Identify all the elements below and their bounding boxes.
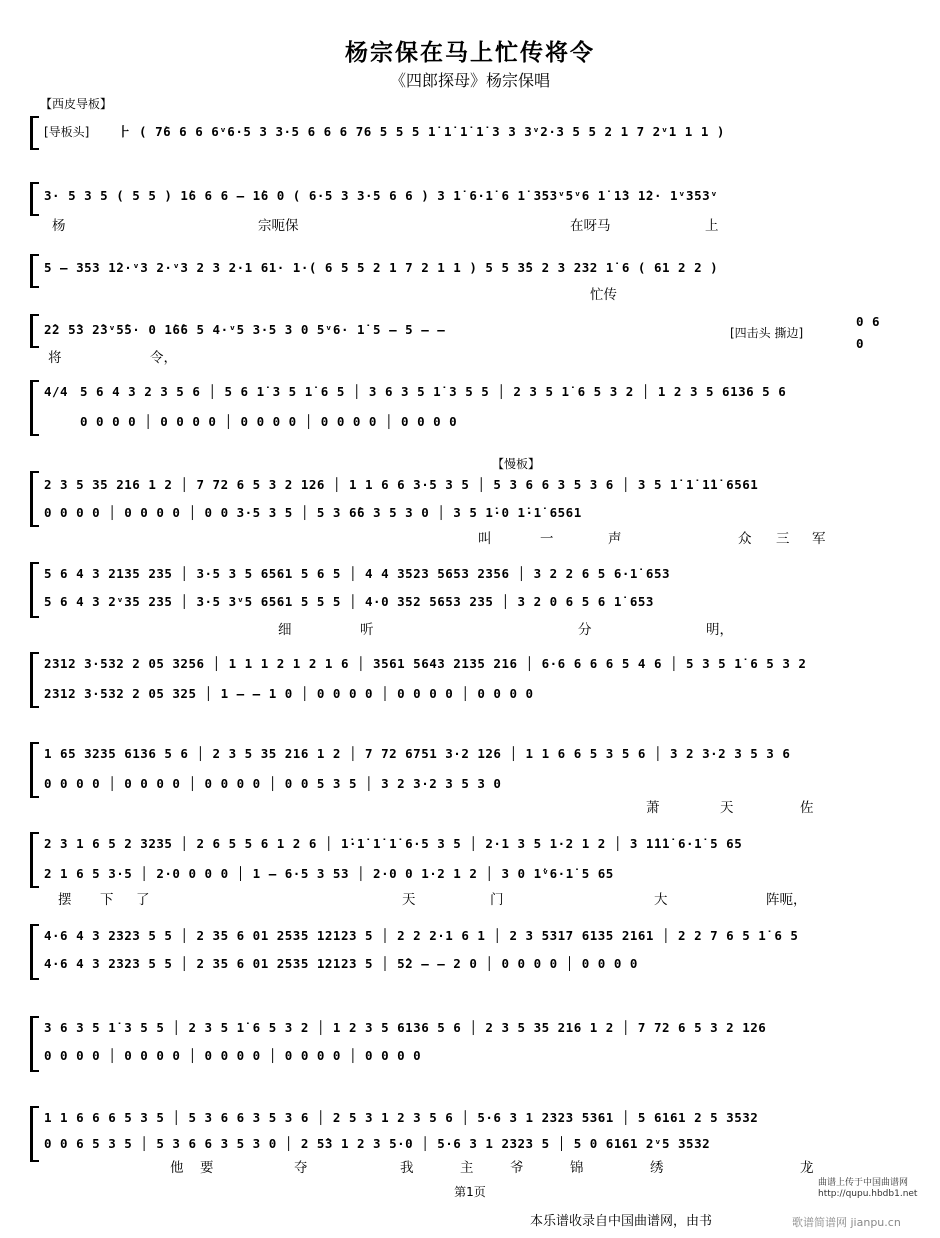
lyric: 杨 (52, 218, 66, 234)
system-brace (30, 742, 39, 798)
lyric: 军 (812, 531, 826, 547)
lyric: 听 (360, 622, 374, 638)
system-brace (30, 182, 39, 216)
lyric: 要 (200, 1160, 214, 1176)
lyric: 摆 (58, 892, 72, 908)
score-row-12 (30, 1014, 900, 1074)
system-brace (30, 314, 39, 348)
lyric: 三 (776, 531, 790, 547)
footer-text: 本乐谱收录自中国曲谱网，由书 (530, 1214, 713, 1229)
lyric: 佐 (800, 800, 814, 816)
lower-staff: 0 0 6 5 3 5 │ 5 3 6 6 3 5 3 0 │ 2 5̂3 1 2 3 5·0 │ 5·6 3 1 2323 5 │ 5 0 6161 2ᵛ5 3532 (44, 1136, 711, 1151)
upper-staff: ⺊ ( 7̇6 6 6 6ᵛ6·5 3 3·5 6 6 6 76 5 5 5 1̇ 1̇ 1̇ 1̇ 3 3 3ᵛ2·3 5 5 2 1 7 2ᵛ1 1 1 ) (118, 124, 725, 139)
upper-staff: 1 1 6 6 6 5 3 5 │ 5 3 6 6 3 5 3 6 │ 2 5 3 1 2 3 5 6 │ 5·6 3 1 2323 5361 │ 5 6161 2 5 3532 (44, 1110, 759, 1125)
page-subtitle: 《四郎探母》杨宗保唱 (389, 71, 550, 90)
lower-staff: 0 0 0 0 │ 0 0 0 0 │ 0 0 0 0 │ 0 0 0 0 │ 0 0 0 0 (44, 1048, 422, 1063)
score-row-8 (30, 650, 900, 710)
lower-staff: 0 0 0 0 │ 0 0 0 0 │ 0 0 3·5 3 5 │ 5 3 6̂6 3 5 3 0 │ 3 5 1̇·0 1̇·1̇ 6561 (44, 505, 582, 520)
time-signature: 4/4 (44, 384, 69, 399)
system-brace (30, 1106, 39, 1162)
system-brace (30, 380, 39, 436)
lyric: 令， (150, 350, 177, 366)
upper-staff: 5 6 4 3 2135 235 │ 3·5 3 5 6561 5 6 5 │ 4 4 3523 5653 2356 │ 3 2 2 6 5 6·1̇ 653 (44, 566, 670, 581)
lyric: 大 (654, 892, 668, 908)
upper-staff: 2̂2 5̂3 2̂3ᵛ5̂5· 0 1̇6̂6 5 4·ᵛ5 3·5 3 0 5ᵛ6· 1̇ 5 — 5 — — (44, 322, 446, 337)
system-brace (30, 832, 39, 888)
lower-staff: 5 6 4 3 2ᵛ35 235 │ 3·5 3ᵛ5 6561 5 5 5 │ 4·0 352 5653 235 │ 3 2 0 6 5 6 1̇ 653 (44, 594, 654, 609)
system-brace (30, 562, 39, 618)
lyric: 绣 (650, 1160, 664, 1176)
lower-staff: 0 0 0 0 │ 0 0 0 0 │ 0 0 0 0 │ 0 0 0 0 │ 0 0 0 0 (80, 414, 458, 429)
lyric: 主 (460, 1160, 474, 1176)
lyric: 天 (402, 892, 416, 908)
upper-staff: 2312 3·532 2 05 3256 │ 1 1 1 2 1 2 1 6 │ 3561 5643 2135 216 │ 6·6 6 6 6 5 4 6 │ 5 3 5 1̇ 6 5 3 2 (44, 656, 807, 671)
score-row-2 (30, 178, 900, 233)
lyric: 声 (608, 531, 622, 547)
watermark-site: 歌谱简谱网 jianpu.cn (792, 1216, 901, 1229)
lyric: 忙传 (590, 287, 617, 303)
page-title: 杨宗保在马上忙传将令 (345, 39, 595, 66)
lyric: 细 (278, 622, 292, 638)
system-brace (30, 254, 39, 288)
lyric: 门 (490, 892, 504, 908)
upper-staff: 3· 5 3 5 ( 5 5 ) 1̇6 6 6 — 1̇6 0 ( 6·5 3 3·5 6 6 ) 3 1̇ 6·1̇ 6 1̇ 353ᵛ5ᵛ6 1̇ 1̇3 1̇2· 1ᵛ353ᵛ (44, 188, 719, 203)
lyric: 爷 (510, 1160, 524, 1176)
lower-staff: 2 1 6 5 3·5 │ 2·0 0 0 0 │ 1 — 6·5 3 53 │ 2·0 0 1·2 1 2 │ 3 0 1̇ᵛ6·1̇ 5 65 (44, 866, 614, 881)
score-row-6 (30, 455, 900, 545)
score-row-9 (30, 740, 900, 820)
lyric: 在呀马 (570, 218, 611, 234)
lyric: 天 (720, 800, 734, 816)
system-brace (30, 652, 39, 708)
lyric: 分 (578, 622, 592, 638)
tempo-marking: 【慢板】 (492, 457, 541, 471)
lyric: 阵呃， (766, 892, 807, 908)
upper-staff: 5 — 353 1̇2·ᵛ3 2·ᵛ3 2 3 2·1 61· 1·( 6 5 5 2 1 7 2 1 1 ) 5 5 3̂5 2 3 232 1̇ 6 ( 61 2 2 ) (44, 260, 719, 275)
lyric: 龙 (800, 1160, 814, 1176)
score-row-11 (30, 922, 900, 982)
watermark-line: 曲谱上传于中国曲谱网 (818, 1178, 909, 1188)
score-row-4 (30, 312, 900, 367)
lyric: 他 (170, 1160, 184, 1176)
lower-staff: 4·6 4 3 2323 5 5 │ 2 35 6 01 2535 12123 5 │ 5̂2 — — 2 0 │ 0 0 0 0 │ 0 0 0 0 (44, 956, 638, 971)
lyric: 夺 (294, 1160, 308, 1176)
lyric: 一 (540, 531, 554, 547)
tempo-marking-top: 【西皮导板】 (40, 97, 113, 111)
lyric: 下 (100, 892, 114, 908)
watermark-upload (818, 1178, 917, 1200)
lower-staff: 0 0 0 0 │ 0 0 0 0 │ 0 0 0 0 │ 0 0 5 3 5 │ 3 2 3·2 3 5 3 0 (44, 776, 502, 791)
lyric: 众 (738, 531, 752, 547)
score-row-3 (30, 252, 900, 302)
lyric: 锦 (570, 1160, 584, 1176)
lower-staff-end: 0 (856, 336, 865, 351)
upper-staff: 2 3 1 6 5 2 3235 │ 2 6 5 5 6 1 2 6 │ 1̇·1̇ 1̇ 1̇ 6·5 3 5 │ 2·1 3 5 1·2 1 2 │ 3 1̇1̇1̇ 6·1̇ 5 65 (44, 836, 743, 851)
lyric: 了 (136, 892, 150, 908)
row-label: [导板头] (44, 125, 90, 139)
lyric: 将 (48, 350, 62, 366)
system-brace (30, 924, 39, 980)
score-row-1 (30, 112, 900, 152)
upper-staff-end: 0 6 (856, 314, 881, 329)
lyric: 明， (706, 622, 733, 638)
percussion-label: [四击头 撕边] (730, 326, 804, 340)
upper-staff: 5 6 4 3 2 3 5 6 │ 5 6 1̇ 3 5 1̇ 6 5 │ 3 6 3 5 1̇ 3 5 5 │ 2 3 5 1̇ 6 5 3 2 │ 1 2 3 5 6136 5 6 (80, 384, 787, 399)
watermark-url: http://qupu.hbdb1.net (818, 1189, 918, 1199)
score-row-13 (30, 1104, 900, 1179)
lyric: 上 (705, 218, 719, 234)
lower-staff: 2312 3·532 2 05 325 │ 1 — — 1 0 │ 0 0 0 0 │ 0 0 0 0 │ 0 0 0 0 (44, 686, 534, 701)
lyric: 我 (400, 1160, 414, 1176)
upper-staff: 4·6 4 3 2323 5 5 │ 2 35 6 01 2535 12123 5 │ 2 2 2·1 6 1 │ 2 3 5317 6135 2161 │ 2 2 7 6 5 1̇ 6 5 (44, 928, 799, 943)
system-brace (30, 116, 39, 150)
page-number: 第1页 (454, 1185, 486, 1199)
system-brace (30, 1016, 39, 1072)
lyric: 萧 (646, 800, 660, 816)
score-row-7 (30, 560, 900, 640)
system-brace (30, 471, 39, 527)
lyric: 叫 (478, 531, 492, 547)
score-row-10 (30, 830, 900, 910)
lyric: 宗呃保 (258, 218, 299, 234)
upper-staff: 1 65 3235 6136 5 6 │ 2 3 5 35 216 1 2 │ 7 72 6751 3·2 126 │ 1 1 6 6 5 3 5 6 │ 3 2 3·2 3 5 3 6 (44, 746, 791, 761)
upper-staff: 2 3 5 35 216 1 2 │ 7 72 6 5 3 2 126 │ 1 1 6 6 3·5 3 5 │ 5 3 6 6 3 5 3 6 │ 3 5 1̇ 1̇ 1̇1̇ 6561 (44, 477, 759, 492)
score-row-5 (30, 378, 900, 438)
upper-staff: 3 6 3 5 1̇ 3 5 5 │ 2 3 5 1̇ 6 5 3 2 │ 1 2 3 5 6136 5 6 │ 2 3 5 35 216 1 2 │ 7 72 6 5 3 2 126 (44, 1020, 767, 1035)
